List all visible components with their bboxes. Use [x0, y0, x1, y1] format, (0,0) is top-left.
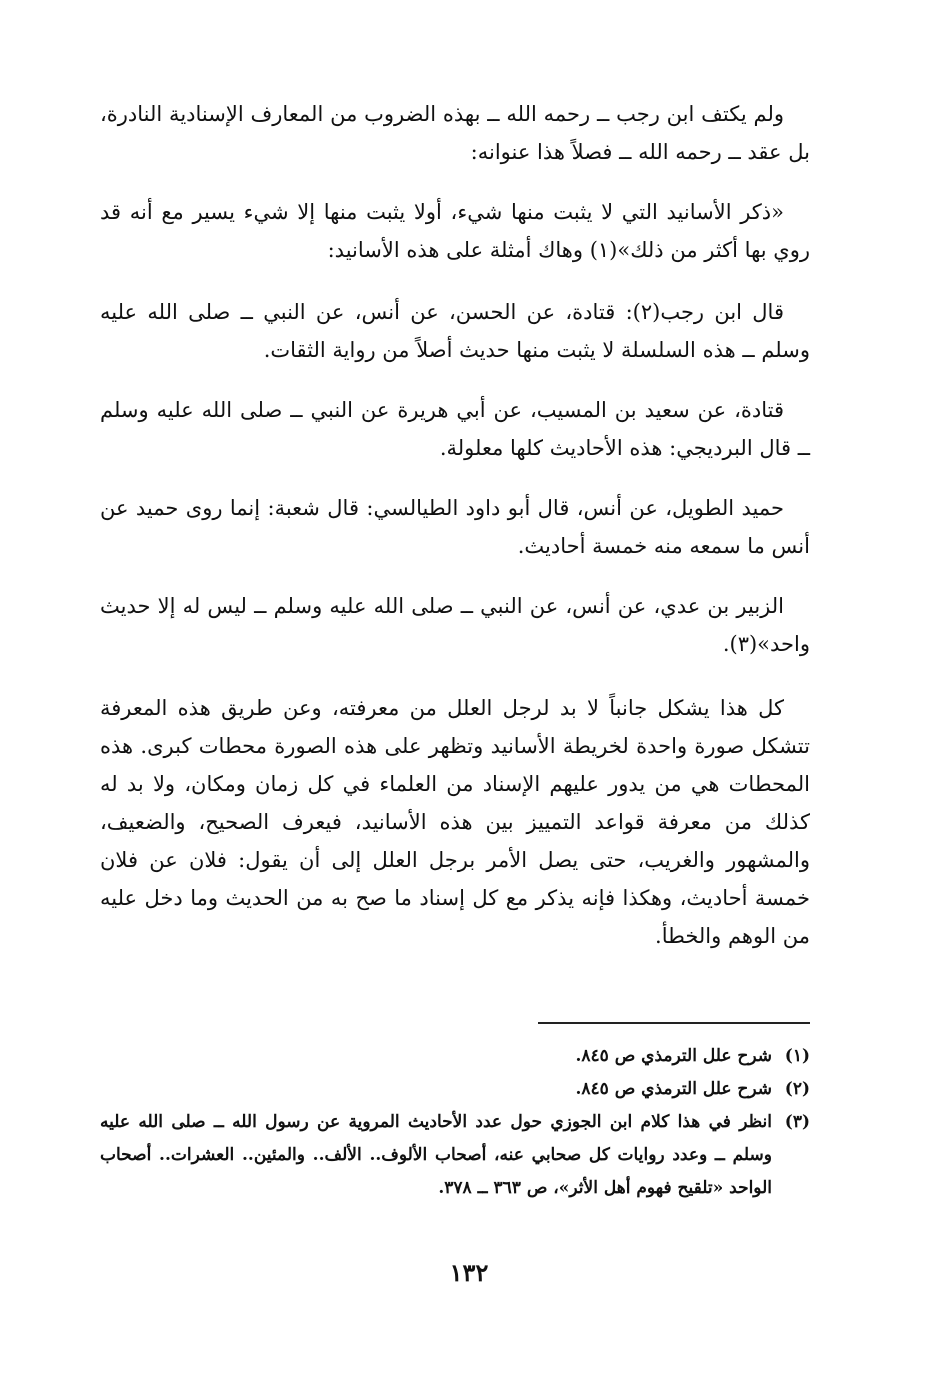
footnote-text: شرح علل الترمذي ص ٨٤٥. [575, 1046, 772, 1066]
footnote-number: (١) [784, 1046, 810, 1066]
footnote-3 [100, 1106, 810, 1205]
footnote-2 [100, 1073, 810, 1106]
example-paragraph-4: الزبير بن عدي، عن أنس، عن النبي ــ صلى الله عليه وسلم ــ ليس له إلا حديث واحد»(٣). [100, 594, 810, 656]
intro-paragraph: ولم يكتف ابن رجب ــ رحمه الله ــ بهذه الضروب من المعارف الإسنادية النادرة، بل عقد ــ رحمه الله ــ فصلاً هذا عنوانه: [100, 102, 810, 164]
footnote-text: انظر في هذا كلام ابن الجوزي حول عدد الأحاديث المروية عن رسول الله ــ صلى الله عليه وسلم ــ وعدد روايات كل صحابي عنه، أصحاب الألوف.. الألف.. والمئين.. العشرات.. أصحاب الواحد «تلقيح فهوم أهل الأثر»، ص ٣٦٣ ــ ٣٧٨. [100, 1112, 772, 1198]
main-paragraph: كل هذا يشكل جانباً لا بد لرجل العلل من معرفته، وعن طريق هذه المعرفة تتشكل صورة واحدة لخريطة الأسانيد وتظهر على هذه الصورة محطات كبرى. هذه المحطات هي من يدور عليهم الإسناد من العلماء في كل زمان ومكان، ولا بد له كذلك من معرفة قواعد التمييز بين هذه الأسانيد، فيعرف الصحيح، والضعيف، والمشهور والغريب، حتى يصل الأمر برجل العلل إلى أن يقول: فلان عن فلان خمسة أحاديث، وهكذا فإنه يذكر مع كل إسناد ما صح به من الحديث وما دخل عليه من الوهم والخطأ. [100, 696, 810, 948]
footnote-separator [538, 1022, 810, 1024]
footnotes-section [100, 1040, 810, 1205]
example-paragraph-2: قتادة، عن سعيد بن المسيب، عن أبي هريرة عن النبي ــ صلى الله عليه وسلم ــ قال البرديجي: هذه الأحاديث كلها معلولة. [100, 398, 810, 460]
example-paragraph-1: قال ابن رجب(٢): قتادة، عن الحسن، عن أنس، عن النبي ــ صلى الله عليه وسلم ــ هذه السلسلة لا يثبت منها حديث أصلاً من رواية الثقات. [100, 300, 810, 362]
footnote-text: شرح علل الترمذي ص ٨٤٥. [575, 1079, 772, 1099]
footnote-number: (٣) [784, 1112, 810, 1132]
footnote-1 [100, 1040, 810, 1073]
footnote-number: (٢) [784, 1079, 810, 1099]
main-text-block [100, 95, 810, 977]
quoted-chapter-title: «ذكر الأسانيد التي لا يثبت منها شيء، أولا يثبت منها إلا شيء يسير مع أنه قد روي بها أكثر من ذلك»(١) وهاك أمثلة على هذه الأسانيد: [100, 200, 810, 262]
example-paragraph-3: حميد الطويل، عن أنس، قال أبو داود الطيالسي: قال شعبة: إنما روى حميد عن أنس ما سمعه منه خمسة أحاديث. [100, 496, 810, 558]
page-number: ١٣٢ [449, 1258, 489, 1287]
